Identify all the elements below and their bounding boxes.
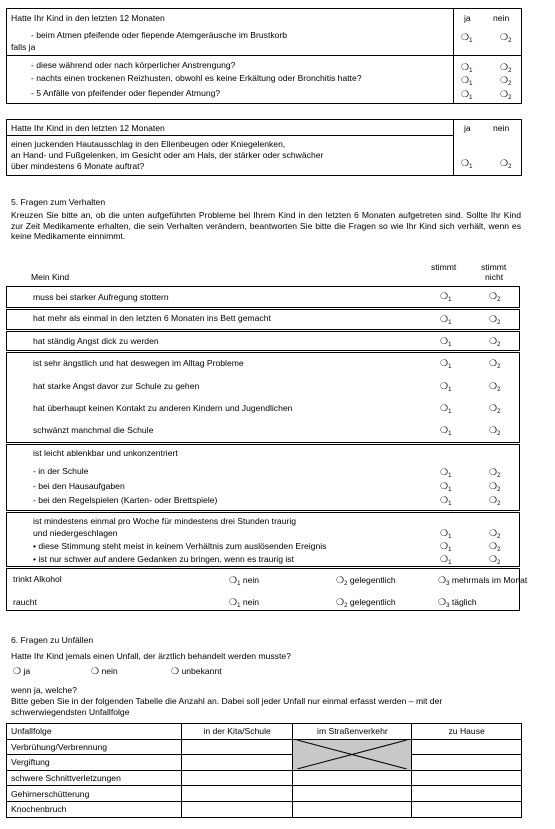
raucht-gelegentlich-radio[interactable]: $❍_2$ gelegentlich (336, 597, 396, 609)
col-stimmt: stimmt (431, 262, 457, 272)
angst-schule-stimmt-radio[interactable]: $❍_1$ (440, 381, 452, 393)
angst-schule-nicht-radio[interactable]: $❍_2$ (489, 381, 501, 393)
q1-falls: falls ja (11, 42, 36, 52)
cell-input[interactable] (181, 786, 293, 802)
dick-nicht-radio[interactable]: $❍_2$ (489, 336, 501, 348)
row-ablenkbar-schule: - in der Schule (33, 466, 89, 476)
q1-sep (6, 55, 522, 56)
row-traurig-2: und niedergeschlagen (33, 528, 118, 538)
table-row (7, 786, 522, 802)
q1-item1-nein-radio[interactable]: $❍_2$ (500, 32, 512, 44)
stimmung-nicht-radio[interactable]: $❍_2$ (489, 541, 501, 553)
kontakt-stimmt-radio[interactable]: $❍_1$ (440, 403, 452, 415)
section6-question: Hatte Ihr Kind jemals einen Unfall, der ärztlich behandelt werden musste? (11, 651, 291, 661)
schule-stimmt-radio[interactable]: $❍_1$ (440, 467, 452, 479)
row-angst-dick: hat ständig Angst dick zu werden (33, 336, 159, 346)
header-strassenverkehr: im Straßenverkehr (293, 724, 412, 740)
cell-input[interactable] (412, 770, 522, 786)
header-unfallfolge: Unfallfolge (7, 724, 182, 740)
row-aengstlich: ist sehr ängstlich und hat deswegen im Alltag Probleme (33, 358, 244, 368)
gedanken-stimmt-radio[interactable]: $❍_1$ (440, 554, 452, 566)
section5-heading: 5. Fragen zum Verhalten (11, 197, 106, 207)
q2-nein-header: nein (493, 123, 510, 133)
schule-nicht-radio[interactable]: $❍_2$ (489, 467, 501, 479)
q1-item1-ja-radio[interactable]: $❍_1$ (461, 32, 473, 44)
row-alkohol: trinkt Alkohol (13, 574, 62, 584)
q1-divider (453, 8, 454, 104)
col-stimmt-nicht-1: stimmt (481, 262, 507, 272)
aengstlich-stimmt-radio[interactable]: $❍_1$ (440, 358, 452, 370)
row-label-vergiftung: Vergiftung (7, 755, 182, 771)
stimmung-stimmt-radio[interactable]: $❍_1$ (440, 541, 452, 553)
q2-title: Hatte Ihr Kind in den letzten 12 Monaten (11, 123, 165, 133)
row-label-schnitt: schwere Schnittverletzungen (7, 770, 182, 786)
schwaenzt-stimmt-radio[interactable]: $❍_1$ (440, 425, 452, 437)
row-ablenkbar-hausaufgaben: - bei den Hausaufgaben (33, 481, 125, 491)
stottern-stimmt-radio[interactable]: $❍_1$ (440, 291, 452, 303)
raucht-taeglich-radio[interactable]: $❍_3$ täglich (438, 597, 477, 609)
bett-nicht-radio[interactable]: $❍_2$ (489, 314, 501, 326)
cell-input[interactable] (293, 770, 412, 786)
alkohol-mehrmals-radio[interactable]: $❍_3$ mehrmals im Monat (438, 575, 528, 587)
traurig-stimmt-radio[interactable]: $❍_1$ (440, 528, 452, 540)
cell-input[interactable] (412, 786, 522, 802)
cell-input[interactable] (181, 801, 293, 817)
q1-nein-header: nein (493, 13, 510, 23)
crossed-out-cell (293, 739, 412, 770)
cell-input[interactable] (412, 801, 522, 817)
row-angst-schule: hat starke Angst davor zur Schule zu gehen (33, 381, 200, 391)
q1-item4: - 5 Anfälle von pfeifender oder fiepender Atmung? (31, 88, 221, 98)
raucht-nein-radio[interactable]: $❍_1$ nein (229, 597, 260, 609)
traurig-nicht-radio[interactable]: $❍_2$ (489, 528, 501, 540)
hausaufgaben-nicht-radio[interactable]: $❍_2$ (489, 481, 501, 493)
col-stimmt-nicht-2: nicht (485, 272, 504, 282)
cell-input[interactable] (181, 739, 293, 755)
unfall-nein-radio[interactable]: ❍ nein (91, 666, 118, 676)
unfall-table (6, 723, 522, 818)
q1-item4-ja-radio[interactable]: $❍_1$ (461, 89, 473, 101)
section6-instr1: Bitte geben Sie in der folgenden Tabelle die Anzahl an. Dabei soll jeder Unfall nur einmal erfasst werden – mit der (11, 696, 443, 706)
q1-item3: - nachts einen trockenen Reizhusten, obwohl es keine Erkältung oder Bronchitis hatte? (31, 73, 362, 83)
section6-wenn: wenn ja, welche? (11, 685, 77, 695)
table-header-row (7, 724, 522, 740)
q1-item4-nein-radio[interactable]: $❍_2$ (500, 89, 512, 101)
bett-stimmt-radio[interactable]: $❍_1$ (440, 314, 452, 326)
aengstlich-nicht-radio[interactable]: $❍_2$ (489, 358, 501, 370)
cell-input[interactable] (412, 739, 522, 755)
row-raucht: raucht (13, 597, 37, 607)
unfall-unbekannt-radio[interactable]: ❍ unbekannt (171, 666, 222, 676)
row-kein-kontakt: hat überhaupt keinen Kontakt zu anderen Kindern und Jugendlichen (33, 403, 293, 413)
q2-divider (453, 119, 454, 176)
q1-item2: - diese während oder nach körperlicher Anstrengung? (31, 60, 236, 70)
row-label-verbruehung: Verbrühung/Verbrennung (7, 739, 182, 755)
row-traurig-1: ist mindestens einmal pro Woche für mindestens drei Stunden traurig (33, 516, 297, 526)
regelspiele-nicht-radio[interactable]: $❍_2$ (489, 495, 501, 507)
alkohol-gelegentlich-radio[interactable]: $❍_2$ gelegentlich (336, 575, 396, 587)
cell-input[interactable] (181, 770, 293, 786)
table-row (7, 755, 522, 771)
row-gedanken: • ist nur schwer auf andere Gedanken zu bringen, wenn es traurig ist (33, 554, 294, 564)
q1-item2-ja-radio[interactable]: $❍_1$ (461, 62, 473, 74)
section5-intro: Kreuzen Sie bitte an, ob die unten aufgeführten Probleme bei Ihrem Kind in den letzten 6 Monaten aufgetreten sind. Sollte Ihr Kind zur Zeit Medikamente erhalten, die sein Verhalten verändern, beantworten Sie bitte die Fragen so wie Ihr Kind sich verhält, wenn es keine Medikamente einnimmt. (11, 210, 521, 241)
cell-input[interactable] (293, 786, 412, 802)
q2-ja-radio[interactable]: $❍_1$ (461, 158, 473, 170)
q1-item1: - beim Atmen pfeifende oder fiepende Atemgeräusche im Brustkorb (31, 30, 288, 40)
q2-nein-radio[interactable]: $❍_2$ (500, 158, 512, 170)
q2-sep (6, 135, 453, 136)
gedanken-nicht-radio[interactable]: $❍_2$ (489, 554, 501, 566)
q1-item3-nein-radio[interactable]: $❍_2$ (500, 75, 512, 87)
row-schwaenzt: schwänzt manchmal die Schule (33, 425, 154, 435)
row-ablenkbar: ist leicht ablenkbar und unkonzentriert (33, 448, 178, 458)
header-kita-schule: in der Kita/Schule (181, 724, 293, 740)
cell-input[interactable] (181, 755, 293, 771)
dick-stimmt-radio[interactable]: $❍_1$ (440, 336, 452, 348)
table-row (7, 770, 522, 786)
q2-ja-header: ja (464, 123, 471, 133)
row-label-knochenbruch: Knochenbruch (7, 801, 182, 817)
header-zu-hause: zu Hause (412, 724, 522, 740)
unfall-ja-radio[interactable]: ❍ ja (13, 666, 31, 676)
alkohol-nein-radio[interactable]: $❍_1$ nein (229, 575, 260, 587)
cell-input[interactable] (412, 755, 522, 771)
row-stimmung: • diese Stimmung steht meist in keinem Verhältnis zum auslösenden Ereignis (33, 541, 327, 551)
q1-ja-header: ja (464, 13, 471, 23)
hausaufgaben-stimmt-radio[interactable]: $❍_1$ (440, 481, 452, 493)
kontakt-nicht-radio[interactable]: $❍_2$ (489, 403, 501, 415)
row-bett: hat mehr als einmal in den letzten 6 Monaten ins Bett gemacht (33, 313, 271, 323)
q1-title: Hatte Ihr Kind in den letzten 12 Monaten (11, 13, 165, 23)
schwaenzt-nicht-radio[interactable]: $❍_2$ (489, 425, 501, 437)
table-row (7, 739, 522, 755)
q2-line3: über mindestens 6 Monate auftrat? (11, 161, 145, 171)
section6-heading: 6. Fragen zu Unfällen (11, 635, 94, 645)
regelspiele-stimmt-radio[interactable]: $❍_1$ (440, 495, 452, 507)
table-row (7, 801, 522, 817)
stottern-nicht-radio[interactable]: $❍_2$ (489, 291, 501, 303)
q2-line1: einen juckenden Hautausschlag in den Ellenbeugen oder Kniegelenken, (11, 139, 286, 149)
row-label-gehirn: Gehirnerschütterung (7, 786, 182, 802)
col-mein-kind: Mein Kind (31, 272, 70, 282)
q1-item3-ja-radio[interactable]: $❍_1$ (461, 75, 473, 87)
row-stottern: muss bei starker Aufregung stottern (33, 292, 169, 302)
q2-line2: an Hand- und Fußgelenken, im Gesicht oder am Hals, der stärker oder schwächer (11, 150, 324, 160)
q1-item2-nein-radio[interactable]: $❍_2$ (500, 62, 512, 74)
cell-input[interactable] (293, 801, 412, 817)
row-ablenkbar-regelspiele: - bei den Regelspielen (Karten- oder Brettspiele) (33, 495, 218, 505)
section6-instr2: schwerwiegendsten Unfallfolge (11, 707, 130, 717)
